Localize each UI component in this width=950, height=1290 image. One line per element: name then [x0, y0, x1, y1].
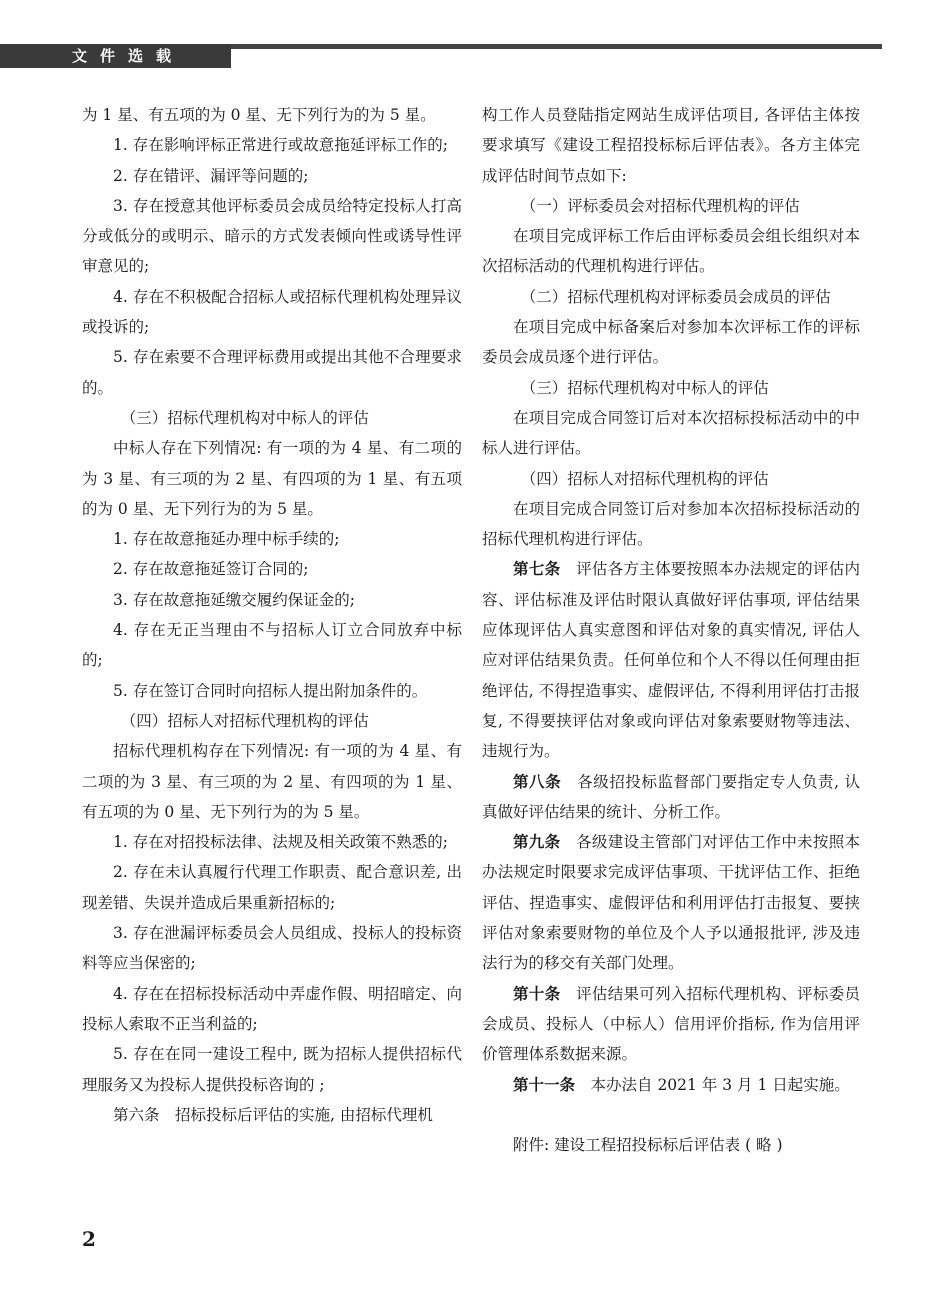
- list-item: 5. 存在索要不合理评标费用或提出其他不合理要求的。: [82, 348, 462, 397]
- section-heading: （三）招标代理机构对中标人的评估: [520, 378, 769, 397]
- list-item: 3. 存在故意拖延缴交履约保证金的;: [113, 590, 355, 609]
- article-text: 本办法自 2021 年 3 月 1 日起实施。: [575, 1075, 850, 1094]
- article-title: 第九条: [513, 832, 561, 852]
- list-item: 4. 存在在招标投标活动中弄虚作假、明招暗定、向投标人索取不正当利益的;: [82, 984, 462, 1033]
- section-label: 文件选载: [0, 44, 231, 68]
- list-item: 2. 存在未认真履行代理工作职责、配合意识差, 出现差错、失误并造成后果重新招标的;: [82, 863, 462, 912]
- paragraph: 构工作人员登陆指定网站生成评估项目, 各评估主体按要求填写《建设工程招投标标后评估表》。各方主体完成评估时间节点如下:: [482, 106, 860, 185]
- section-heading: （一）评标委员会对招标代理机构的评估: [520, 196, 800, 215]
- list-item: 3. 存在授意其他评标委员会成员给特定投标人打高分或低分的或明示、暗示的方式发表倾向性或诱导性评审意见的;: [82, 196, 462, 276]
- paragraph: 在项目完成中标备案后对参加本次评标工作的评标委员会成员逐个进行评估。: [482, 318, 860, 367]
- article-9: [482, 827, 860, 978]
- article-text: 评估各方主体要按照本办法规定的评估内容、评估标准及评估时限认真做好评估事项, 评估结果应体现评估人真实意图和评估对象的真实情况, 评估人应对评估结果负责。任何单位和个人不得以任何理由拒绝评估, 不得捏造事实、虚假评估, 不得利用评估打击报复, 不得要挟评估对象或向评估对象索要财物等违法、违规行为。: [482, 560, 860, 761]
- paragraph: 在项目完成合同签订后对参加本次招标投标活动的招标代理机构进行评估。: [482, 499, 860, 549]
- article-6: 第六条 招标投标后评估的实施, 由招标代理机: [113, 1105, 433, 1124]
- section-heading: （四）招标人对招标代理机构的评估: [120, 711, 369, 730]
- article-title: 第七条: [513, 559, 561, 579]
- article-7: [482, 554, 860, 766]
- list-item: 1. 存在影响评标正常进行或故意拖延评标工作的;: [113, 136, 448, 155]
- list-item: 1. 存在对招投标法律、法规及相关政策不熟悉的;: [113, 833, 448, 852]
- paragraph: 为 1 星、有五项的为 0 星、无下列行为的为 5 星。: [82, 106, 436, 124]
- list-item: 4. 存在无正当理由不与招标人订立合同放弃中标的;: [82, 621, 462, 670]
- page-number: 2: [82, 1227, 96, 1251]
- attachment-note: 附件: 建设工程招投标标后评估表 ( 略 ): [513, 1135, 783, 1154]
- paragraph: 招标代理机构存在下列情况: 有一项的为 4 星、有二项的为 3 星、有三项的为 2 星、有四项的为 1 星、有五项的为 0 星、无下列行为的为 5 星。: [82, 742, 462, 821]
- article-8: [482, 767, 860, 828]
- article-title: 第十条: [513, 983, 561, 1003]
- article-text: 各级招投标监督部门要指定专人负责, 认真做好评估结果的统计、分析工作。: [482, 772, 860, 821]
- article-10: [482, 979, 860, 1070]
- paragraph: 在项目完成评标工作后由评标委员会组长组织对本次招标活动的代理机构进行评估。: [482, 227, 860, 276]
- article-title: 第十一条: [513, 1074, 576, 1094]
- list-item: 5. 存在在同一建设工程中, 既为招标人提供招标代理服务又为投标人提供投标咨询的 ;: [82, 1045, 462, 1094]
- right-column: [482, 100, 860, 1160]
- list-item: 2. 存在故意拖延签订合同的;: [113, 560, 309, 579]
- list-item: 1. 存在故意拖延办理中标手续的;: [113, 530, 340, 549]
- list-item: 5. 存在签订合同时向招标人提出附加条件的。: [113, 681, 428, 700]
- left-column: [82, 100, 462, 1130]
- article-text: 评估结果可列入招标代理机构、评标委员会成员、投标人（中标人）信用评价指标, 作为信用评价管理体系数据来源。: [482, 984, 860, 1064]
- article-text: 各级建设主管部门对评估工作中未按照本办法规定时限要求完成评估事项、干扰评估工作、拒绝评估、捏造事实、虚假评估和利用评估打击报复、要挟评估对象索要财物的单位及个人予以通报批评, 涉及违法行为的移交有关部门处理。: [482, 833, 860, 973]
- paragraph: 在项目完成合同签订后对本次招标投标活动中的中标人进行评估。: [482, 408, 860, 458]
- article-title: 第八条: [513, 771, 562, 791]
- spacer: [482, 1100, 860, 1130]
- section-heading: （三）招标代理机构对中标人的评估: [120, 408, 369, 427]
- list-item: 3. 存在泄漏评标委员会人员组成、投标人的投标资料等应当保密的;: [82, 924, 462, 973]
- article-11: [482, 1070, 860, 1100]
- paragraph: 中标人存在下列情况: 有一项的为 4 星、有二项的为 3 星、有三项的为 2 星、有四项的为 1 星、有五项的为 0 星、无下列行为的为 5 星。: [82, 439, 462, 518]
- section-heading: （四）招标人对招标代理机构的评估: [520, 469, 769, 488]
- section-heading: （二）招标代理机构对评标委员会成员的评估: [520, 287, 831, 306]
- list-item: 4. 存在不积极配合招标人或招标代理机构处理异议或投诉的;: [82, 287, 462, 337]
- list-item: 2. 存在错评、漏评等问题的;: [113, 166, 309, 185]
